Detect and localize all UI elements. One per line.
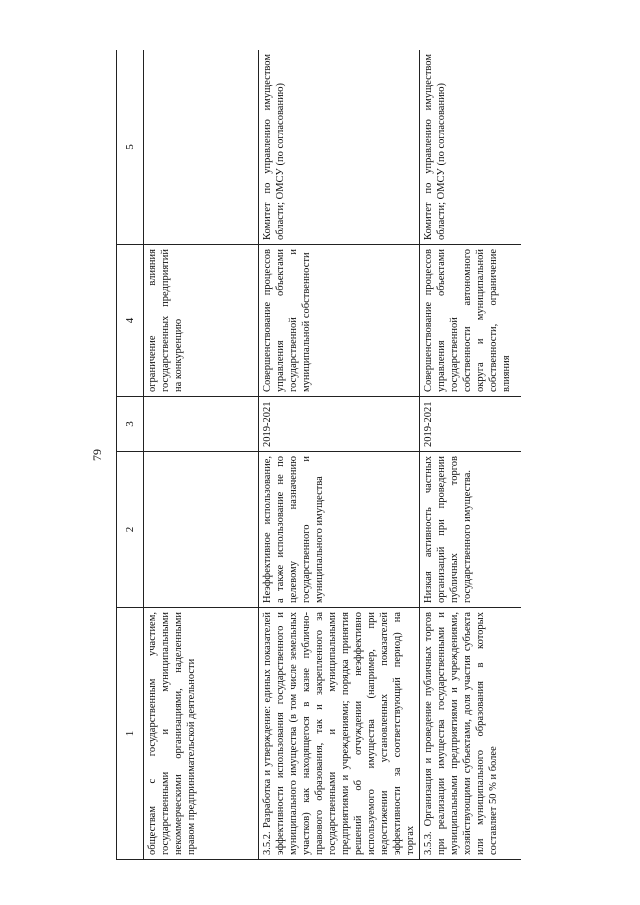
header-col-4: 4 [117,245,144,397]
header-col-2: 2 [117,452,144,608]
header-col-5: 5 [117,50,144,245]
cell-measure: 3.5.3. Организация и проведение публичных торгов при реализации имущества государственными и муниципальными предприятиями и учреждениями, хозяйствующими субъектами, доля участия субъекта или муниципального образования в которых составляет 50 % и более [420,608,522,860]
cell-problem [144,452,259,608]
cell-problem: Неэффективное использование, а также использование не по целевому назначению государственного и муниципального имущества [259,452,420,608]
cell-problem: Низкая активность частных организаций при проведении публичных торгов государственного имущества. [420,452,522,608]
table-header-row [117,50,144,860]
header-col-1: 1 [117,608,144,860]
cell-period [144,397,259,452]
cell-responsible: Комитет по управлению имуществом области; ОМСУ (по согласованию) [420,50,522,245]
cell-period: 2019-2021 [420,397,522,452]
cell-period: 2019-2021 [259,397,420,452]
document-page [116,50,521,860]
cell-result: Совершенствование процессов управления объектами государственной и муниципальной собственности [259,245,420,397]
cell-measure: 3.5.2. Разработка и утверждение: единых показателей эффективности использования государственного и муниципального имущества (в том числе земельных участков) как находящегося в казне публично-правового образования, так и закрепленного за государственными и муниципальными предприятиями и учреждениями; порядка принятия решений об отчуждении неэффективно используемого имущества (например, при недостижении установленных показателей эффективности за соответствующий период) на торгах [259,608,420,860]
table-row [144,50,259,860]
cell-responsible: Комитет по управлению имуществом области; ОМСУ (по согласованию) [259,50,420,245]
cell-result: Совершенствование процессов управления объектами государственной собственности автономного округа и муниципальной собственности, ограничение влияния [420,245,522,397]
cell-responsible [144,50,259,245]
table-row [420,50,522,860]
cell-result: ограничение влияния государственных предприятий на конкуренцию [144,245,259,397]
measures-table [116,50,521,860]
page-number: 79 [90,449,104,461]
table-row [259,50,420,860]
cell-measure: обществам с государственным участием, государственными и муниципальными некоммерческими организациями, наделенными правом предпринимательской деятельности [144,608,259,860]
rotated-table-wrapper [116,50,521,860]
header-col-3: 3 [117,397,144,452]
